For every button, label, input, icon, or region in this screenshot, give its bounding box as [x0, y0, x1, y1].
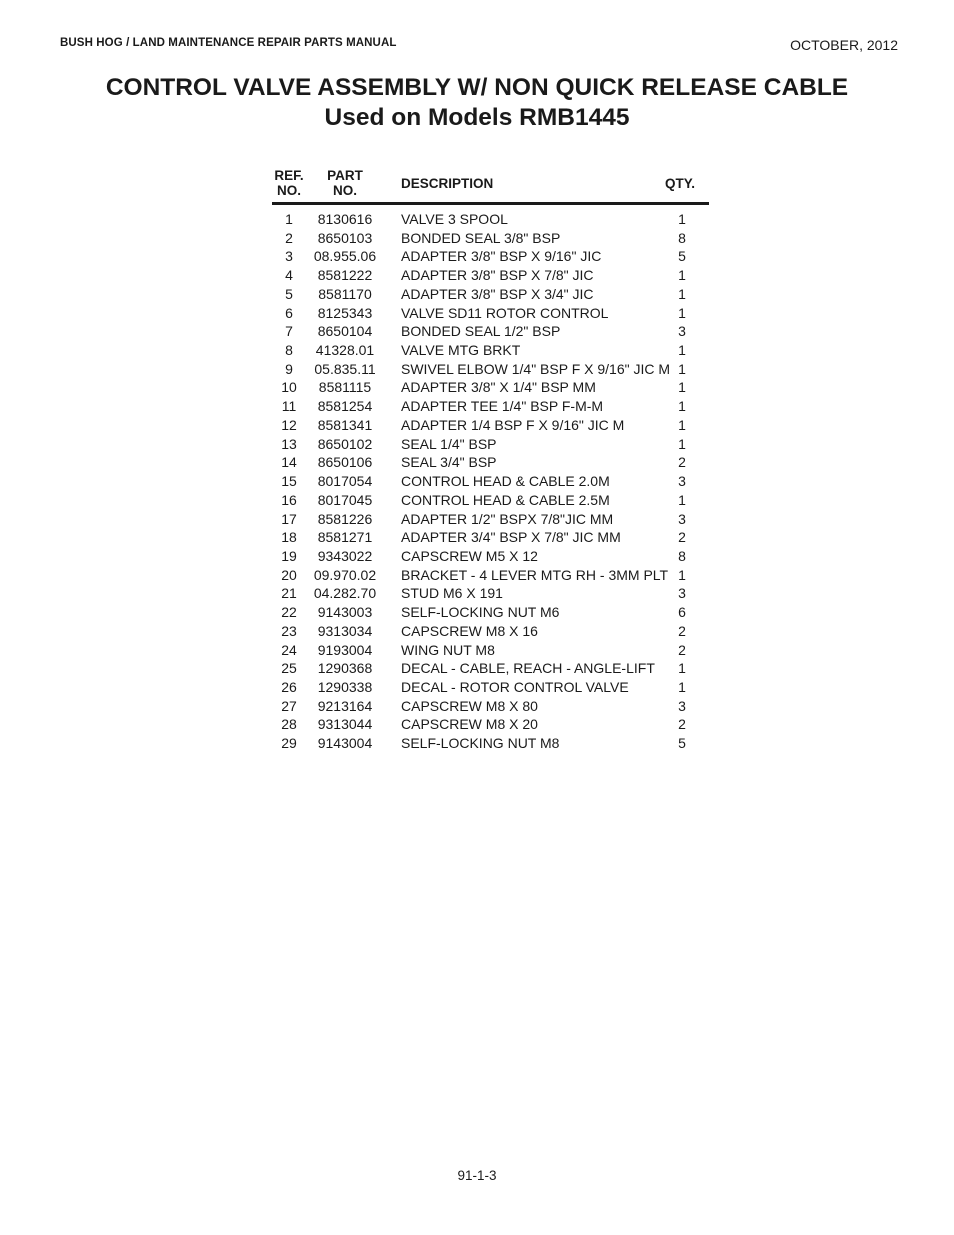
ref-cell: 7 [285, 323, 293, 340]
part-number-cell: 1290368 [317, 660, 373, 677]
part-number-cell: 8017045 [317, 491, 373, 508]
qty-cell: 3 [678, 323, 686, 340]
part-number-cell: 8581254 [317, 398, 373, 415]
description-cell: CAPSCREW M8 X 80 [401, 697, 538, 714]
column-header-part-line-2: NO. [332, 183, 357, 198]
ref-cell: 4 [285, 267, 293, 284]
table-row [272, 416, 709, 435]
part-number-cell: 09.970.02 [313, 566, 377, 583]
table-row [272, 510, 709, 529]
table-row [272, 285, 709, 304]
description-cell: CONTROL HEAD & CABLE 2.0M [401, 473, 610, 490]
ref-cell: 20 [281, 566, 297, 583]
table-row [272, 641, 709, 660]
part-number-cell: 8581226 [317, 510, 373, 527]
table-row [272, 229, 709, 248]
description-cell: SEAL 3/4" BSP [401, 454, 497, 471]
table-row [272, 678, 709, 697]
qty-cell: 1 [678, 660, 686, 677]
ref-cell: 23 [281, 622, 297, 639]
table-header [272, 167, 709, 205]
part-number-cell: 9313034 [317, 622, 373, 639]
ref-cell: 2 [285, 229, 293, 246]
part-number-cell: 9313044 [317, 716, 373, 733]
table-row [272, 659, 709, 678]
table-row [272, 472, 709, 491]
description-cell: ADAPTER 1/4 BSP F X 9/16" JIC M [401, 416, 625, 433]
qty-cell: 1 [678, 304, 686, 321]
ref-cell: 3 [285, 248, 293, 265]
qty-cell: 8 [678, 547, 686, 564]
description-cell: ADAPTER TEE 1/4" BSP F-M-M [401, 398, 604, 415]
ref-cell: 1 [285, 211, 293, 227]
table-row [272, 304, 709, 323]
table-row [272, 584, 709, 603]
table-row [272, 435, 709, 454]
ref-cell: 14 [281, 454, 297, 471]
description-cell: DECAL - ROTOR CONTROL VALVE [401, 678, 629, 695]
ref-cell: 17 [281, 510, 297, 527]
table-body [272, 210, 709, 753]
part-number-cell: 8650103 [317, 229, 373, 246]
heading-line-1: CONTROL VALVE ASSEMBLY W/ NON QUICK RELEASE CABLE [105, 74, 849, 101]
ref-cell: 29 [281, 735, 297, 752]
qty-cell: 1 [678, 360, 686, 377]
ref-cell: 12 [281, 416, 297, 433]
table-row [272, 547, 709, 566]
description-cell: CAPSCREW M5 X 12 [401, 547, 538, 564]
part-number-cell: 9143003 [317, 604, 373, 621]
qty-cell: 1 [678, 285, 686, 302]
description-cell: CAPSCREW M8 X 16 [401, 622, 538, 639]
qty-cell: 2 [678, 454, 686, 471]
qty-cell: 3 [678, 510, 686, 527]
part-number-cell: 8650106 [317, 454, 373, 471]
description-cell: ADAPTER 1/2" BSPX 7/8"JIC MM [401, 510, 614, 527]
qty-cell: 2 [678, 641, 686, 658]
part-number-cell: 05.835.11 [314, 360, 376, 377]
table-row [272, 734, 709, 753]
column-header-description: DESCRIPTION [401, 176, 494, 191]
description-cell: SELF-LOCKING NUT M6 [401, 604, 560, 621]
ref-cell: 8 [285, 342, 293, 359]
ref-cell: 13 [281, 435, 297, 452]
description-cell: CAPSCREW M8 X 20 [401, 716, 538, 733]
qty-cell: 2 [678, 622, 686, 639]
part-number-cell: 04.282.70 [313, 585, 377, 602]
ref-cell: 9 [285, 360, 293, 377]
qty-cell: 1 [678, 566, 686, 583]
qty-cell: 3 [678, 697, 686, 714]
table-row [272, 322, 709, 341]
table-row [272, 247, 709, 266]
description-cell: VALVE SD11 ROTOR CONTROL [401, 304, 609, 321]
table-row [272, 360, 709, 379]
qty-cell: 3 [678, 473, 686, 490]
description-cell: ADAPTER 3/8" BSP X 3/4" JIC [401, 285, 594, 302]
qty-cell: 1 [678, 435, 686, 452]
ref-cell: 11 [281, 398, 297, 415]
part-number-cell: 9143004 [317, 735, 373, 752]
qty-cell: 1 [678, 379, 686, 396]
description-cell: VALVE MTG BRKT [401, 342, 521, 359]
table-row [272, 622, 709, 641]
part-number-cell: 41328.01 [315, 342, 375, 359]
description-cell: BRACKET - 4 LEVER MTG RH - 3MM PLT [401, 566, 669, 583]
part-number-cell: 8650104 [317, 323, 373, 340]
page-number: 91-1-3 [457, 1168, 497, 1183]
ref-cell: 22 [281, 604, 297, 621]
part-number-cell: 9343022 [317, 547, 373, 564]
ref-cell: 15 [281, 473, 297, 490]
qty-cell: 1 [678, 398, 686, 415]
qty-cell: 1 [678, 491, 686, 508]
document-date: OCTOBER, 2012 [790, 37, 898, 53]
column-header-part-line-1: PART [327, 168, 363, 183]
description-cell: ADAPTER 3/8" BSP X 9/16" JIC [401, 248, 602, 265]
qty-cell: 2 [678, 716, 686, 733]
table-row [272, 603, 709, 622]
qty-cell: 6 [678, 604, 686, 621]
qty-cell: 1 [678, 211, 686, 227]
part-number-cell: 8130616 [317, 211, 373, 227]
ref-cell: 5 [285, 285, 293, 302]
table-row [272, 715, 709, 734]
qty-cell: 8 [678, 229, 686, 246]
table-row [272, 528, 709, 547]
ref-cell: 28 [281, 716, 297, 733]
ref-cell: 24 [281, 641, 297, 658]
qty-cell: 2 [678, 529, 686, 546]
part-number-cell: 8581341 [317, 416, 373, 433]
description-cell: ADAPTER 3/8" X 1/4" BSP MM [401, 379, 596, 396]
table-row [272, 453, 709, 472]
table-row [272, 697, 709, 716]
column-header-ref-line-2: NO. [276, 183, 301, 198]
part-number-cell: 8125343 [317, 304, 373, 321]
qty-cell: 5 [678, 248, 686, 265]
description-cell: BONDED SEAL 3/8" BSP [401, 229, 561, 246]
description-cell: WING NUT M8 [401, 641, 495, 658]
part-number-cell: 8581170 [318, 285, 372, 302]
part-number-cell: 9193004 [317, 641, 373, 658]
description-cell: DECAL - CABLE, REACH - ANGLE-LIFT [401, 660, 655, 677]
part-number-cell: 1290338 [317, 678, 373, 695]
ref-cell: 6 [285, 304, 293, 321]
page-heading [0, 73, 954, 133]
qty-cell: 1 [678, 416, 686, 433]
qty-cell: 3 [678, 585, 686, 602]
manual-title: BUSH HOG / LAND MAINTENANCE REPAIR PARTS MANUAL [60, 37, 397, 49]
ref-cell: 18 [281, 529, 297, 546]
table-row [272, 210, 709, 229]
description-cell: ADAPTER 3/4" BSP X 7/8" JIC MM [401, 529, 621, 546]
description-cell: VALVE 3 SPOOL [401, 211, 508, 227]
part-number-cell: 8581222 [317, 267, 373, 284]
part-number-cell: 08.955.06 [313, 248, 377, 265]
part-number-cell: 9213164 [317, 697, 373, 714]
ref-cell: 25 [281, 660, 297, 677]
part-number-cell: 8017054 [317, 473, 373, 490]
column-header-qty: QTY. [664, 176, 695, 191]
ref-cell: 19 [281, 547, 297, 564]
table-row [272, 378, 709, 397]
heading-line-2: Used on Models RMB1445 [324, 104, 630, 131]
ref-cell: 16 [281, 491, 297, 508]
table-row [272, 397, 709, 416]
description-cell: SELF-LOCKING NUT M8 [401, 735, 560, 752]
part-number-cell: 8581271 [317, 529, 373, 546]
description-cell: ADAPTER 3/8" BSP X 7/8" JIC [401, 267, 594, 284]
ref-cell: 27 [281, 697, 297, 714]
ref-cell: 21 [281, 585, 297, 602]
qty-cell: 1 [678, 342, 686, 359]
part-number-cell: 8581115 [318, 379, 372, 396]
table-row [272, 491, 709, 510]
qty-cell: 1 [678, 678, 686, 695]
table-row [272, 266, 709, 285]
part-number-cell: 8650102 [317, 435, 373, 452]
column-header-ref-no [272, 168, 306, 198]
column-header-part-no [310, 168, 380, 198]
table-row [272, 566, 709, 585]
description-cell: CONTROL HEAD & CABLE 2.5M [401, 491, 610, 508]
description-cell: SWIVEL ELBOW 1/4" BSP F X 9/16" JIC M [401, 360, 671, 377]
parts-table [272, 167, 709, 753]
table-row [272, 341, 709, 360]
qty-cell: 5 [678, 735, 686, 752]
ref-cell: 10 [281, 379, 297, 396]
qty-cell: 1 [678, 267, 686, 284]
description-cell: SEAL 1/4" BSP [401, 435, 497, 452]
column-header-ref-line-1: REF. [274, 168, 304, 183]
ref-cell: 26 [281, 678, 297, 695]
description-cell: STUD M6 X 191 [401, 585, 503, 602]
description-cell: BONDED SEAL 1/2" BSP [401, 323, 561, 340]
